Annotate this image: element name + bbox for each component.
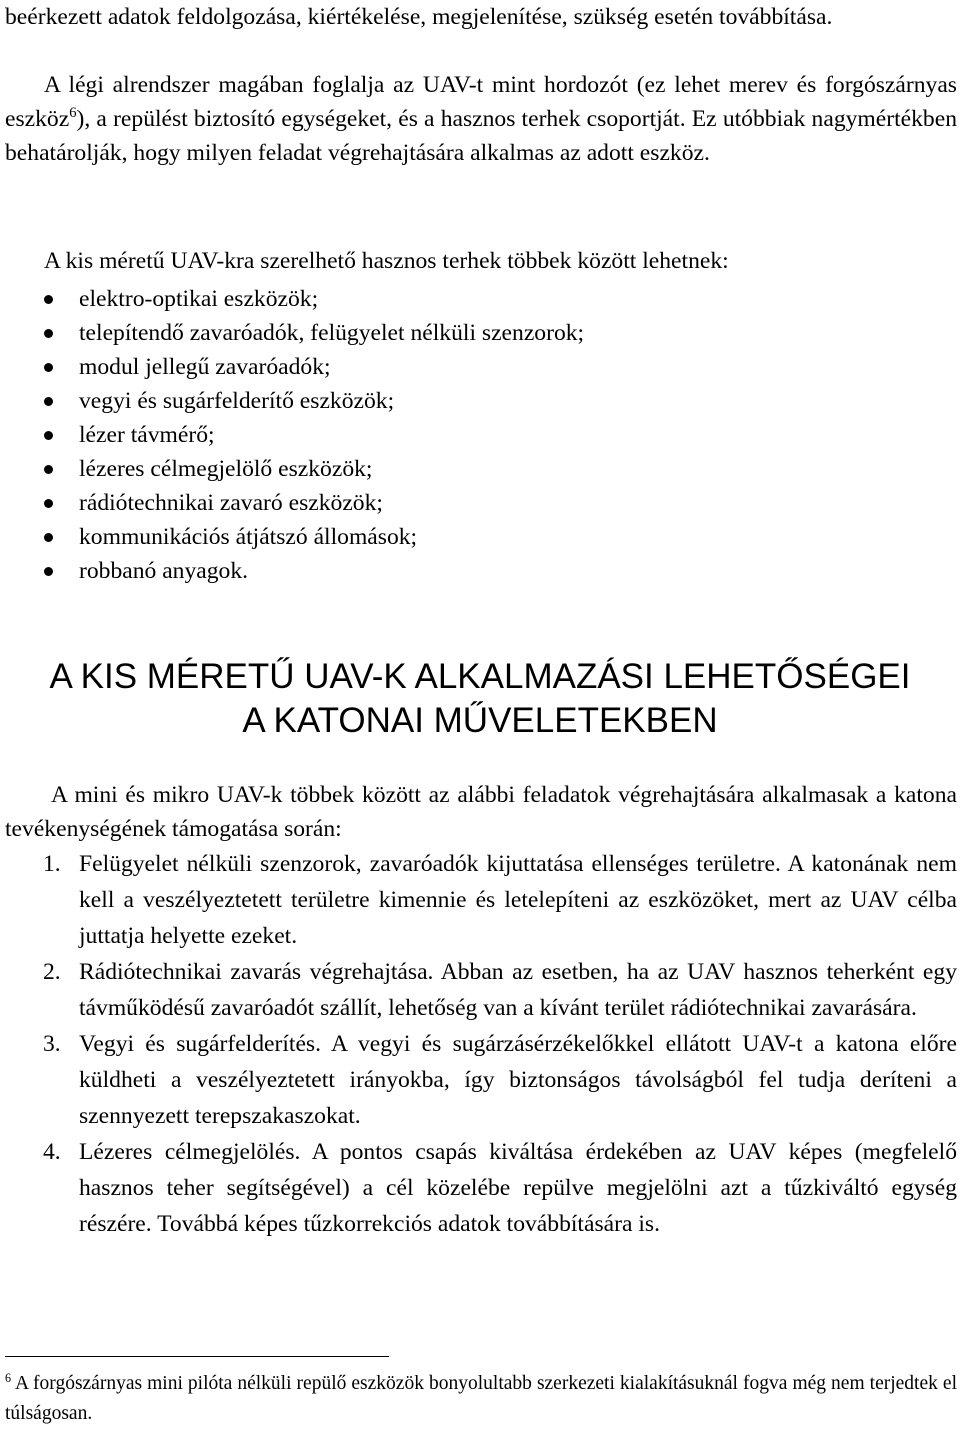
- task-item: [5, 954, 957, 1026]
- list-item: [44, 282, 944, 316]
- task-number: 2.: [43, 959, 61, 985]
- list-item-text: rádiótechnikai zavaró eszközök;: [79, 490, 383, 516]
- task-item: [5, 1026, 957, 1134]
- list-item: [44, 520, 944, 554]
- paragraph-aerial-subsystem: [5, 68, 957, 170]
- list-item-text: kommunikációs átjátszó állomások;: [79, 524, 418, 550]
- section-title-line1: A KIS MÉRETŰ UAV-K ALKALMAZÁSI LEHETŐSÉGEI: [49, 657, 911, 696]
- list-item-text: modul jellegű zavaróadók;: [79, 354, 331, 380]
- list-item: [44, 316, 944, 350]
- task-number: 4.: [43, 1139, 61, 1165]
- task-list: [5, 846, 957, 1242]
- bullet-icon: [44, 465, 53, 474]
- task-item: [5, 846, 957, 954]
- list-item: [44, 350, 944, 384]
- bullet-icon: [44, 431, 53, 440]
- task-text: Felügyelet nélküli szenzorok, zavaróadók kijuttatása ellenséges területre. A katonának nem kell a veszélyeztetett területre kimennie és letelepíteni az eszközöket, mert az UAV célba juttatja helyette ezeket.: [79, 851, 957, 949]
- list-item: [44, 418, 944, 452]
- task-text: Vegyi és sugárfelderítés. A vegyi és sugárzásérzékelőkkel ellátott UAV-t a katona előre küldheti a veszélyeztetett irányokba, így biztonságos távolságból fel tudja deríteni a szennyezett terepszakaszokat.: [79, 1031, 957, 1129]
- list-item-text: lézeres célmegjelölő eszközök;: [79, 456, 373, 482]
- bullet-icon: [44, 567, 53, 576]
- list-item-text: vegyi és sugárfelderítő eszközök;: [79, 388, 395, 414]
- list-item-text: telepítendő zavaróadók, felügyelet nélküli szenzorok;: [79, 320, 585, 346]
- paragraph-continuation: [5, 0, 957, 34]
- list-item-text: lézer távmérő;: [79, 422, 215, 448]
- list-item-text: robbanó anyagok.: [79, 558, 249, 584]
- bullet-icon: [44, 533, 53, 542]
- footnote-number: 6: [5, 1370, 12, 1385]
- task-text: Rádiótechnikai zavarás végrehajtása. Abban az esetben, ha az UAV hasznos teherként egy távműködésű zavaróadót szállít, lehetőség van a kívánt terület rádiótechnikai zavarására.: [79, 959, 957, 1021]
- payload-list-intro: A kis méretű UAV-kra szerelhető hasznos terhek többek között lehetnek:: [44, 248, 729, 274]
- footnote-text: A forgószárnyas mini pilóta nélküli repülő eszközök bonyolultabb szerkezeti kialakításuknál fogva még nem terjedtek el túlságosan.: [5, 1373, 957, 1424]
- footnote: [5, 1369, 957, 1429]
- paragraph-text-part2: ), a repülést biztosító egységeket, és a hasznos terhek csoportját. Ez utóbbiak nagymértékben behatárolják, hogy milyen feladat végrehajtására alkalmas az adott eszköz.: [5, 106, 957, 166]
- payload-list: [44, 282, 944, 588]
- list-item: [44, 384, 944, 418]
- list-item: [44, 452, 944, 486]
- paragraph-text: beérkezett adatok feldolgozása, kiértékelése, megjelenítése, szükség esetén továbbítása.: [5, 4, 833, 30]
- bullet-icon: [44, 295, 53, 304]
- list-item-text: elektro-optikai eszközök;: [79, 286, 319, 312]
- section-title-line2: A KATONAI MŰVELETEKBEN: [242, 701, 718, 740]
- bullet-icon: [44, 329, 53, 338]
- paragraph-text-part1: A légi alrendszer magában foglalja az UAV-t mint hordozót (ez lehet merev és forgószárnyas eszköz: [5, 72, 957, 132]
- footnote-reference: 6: [69, 105, 77, 122]
- bullet-icon: [44, 397, 53, 406]
- task-number: 1.: [43, 851, 61, 877]
- list-item: [44, 554, 944, 588]
- bullet-icon: [44, 499, 53, 508]
- tasks-intro: A mini és mikro UAV-k többek között az alábbi feladatok végrehajtására alkalmasak a katona tevékenységének támogatása során:: [5, 782, 957, 842]
- list-item: [44, 486, 944, 520]
- task-number: 3.: [43, 1031, 61, 1057]
- footnote-divider: [5, 1356, 389, 1357]
- bullet-icon: [44, 363, 53, 372]
- task-text: Lézeres célmegjelölés. A pontos csapás kiváltása érdekében az UAV képes (megfelelő hasznos teher segítségével) a cél közelébe repülve megjelölni azt a tűzkiváltó egység részére. Továbbá képes tűzkorrekciós adatok továbbítására is.: [79, 1139, 957, 1237]
- task-item: [5, 1134, 957, 1242]
